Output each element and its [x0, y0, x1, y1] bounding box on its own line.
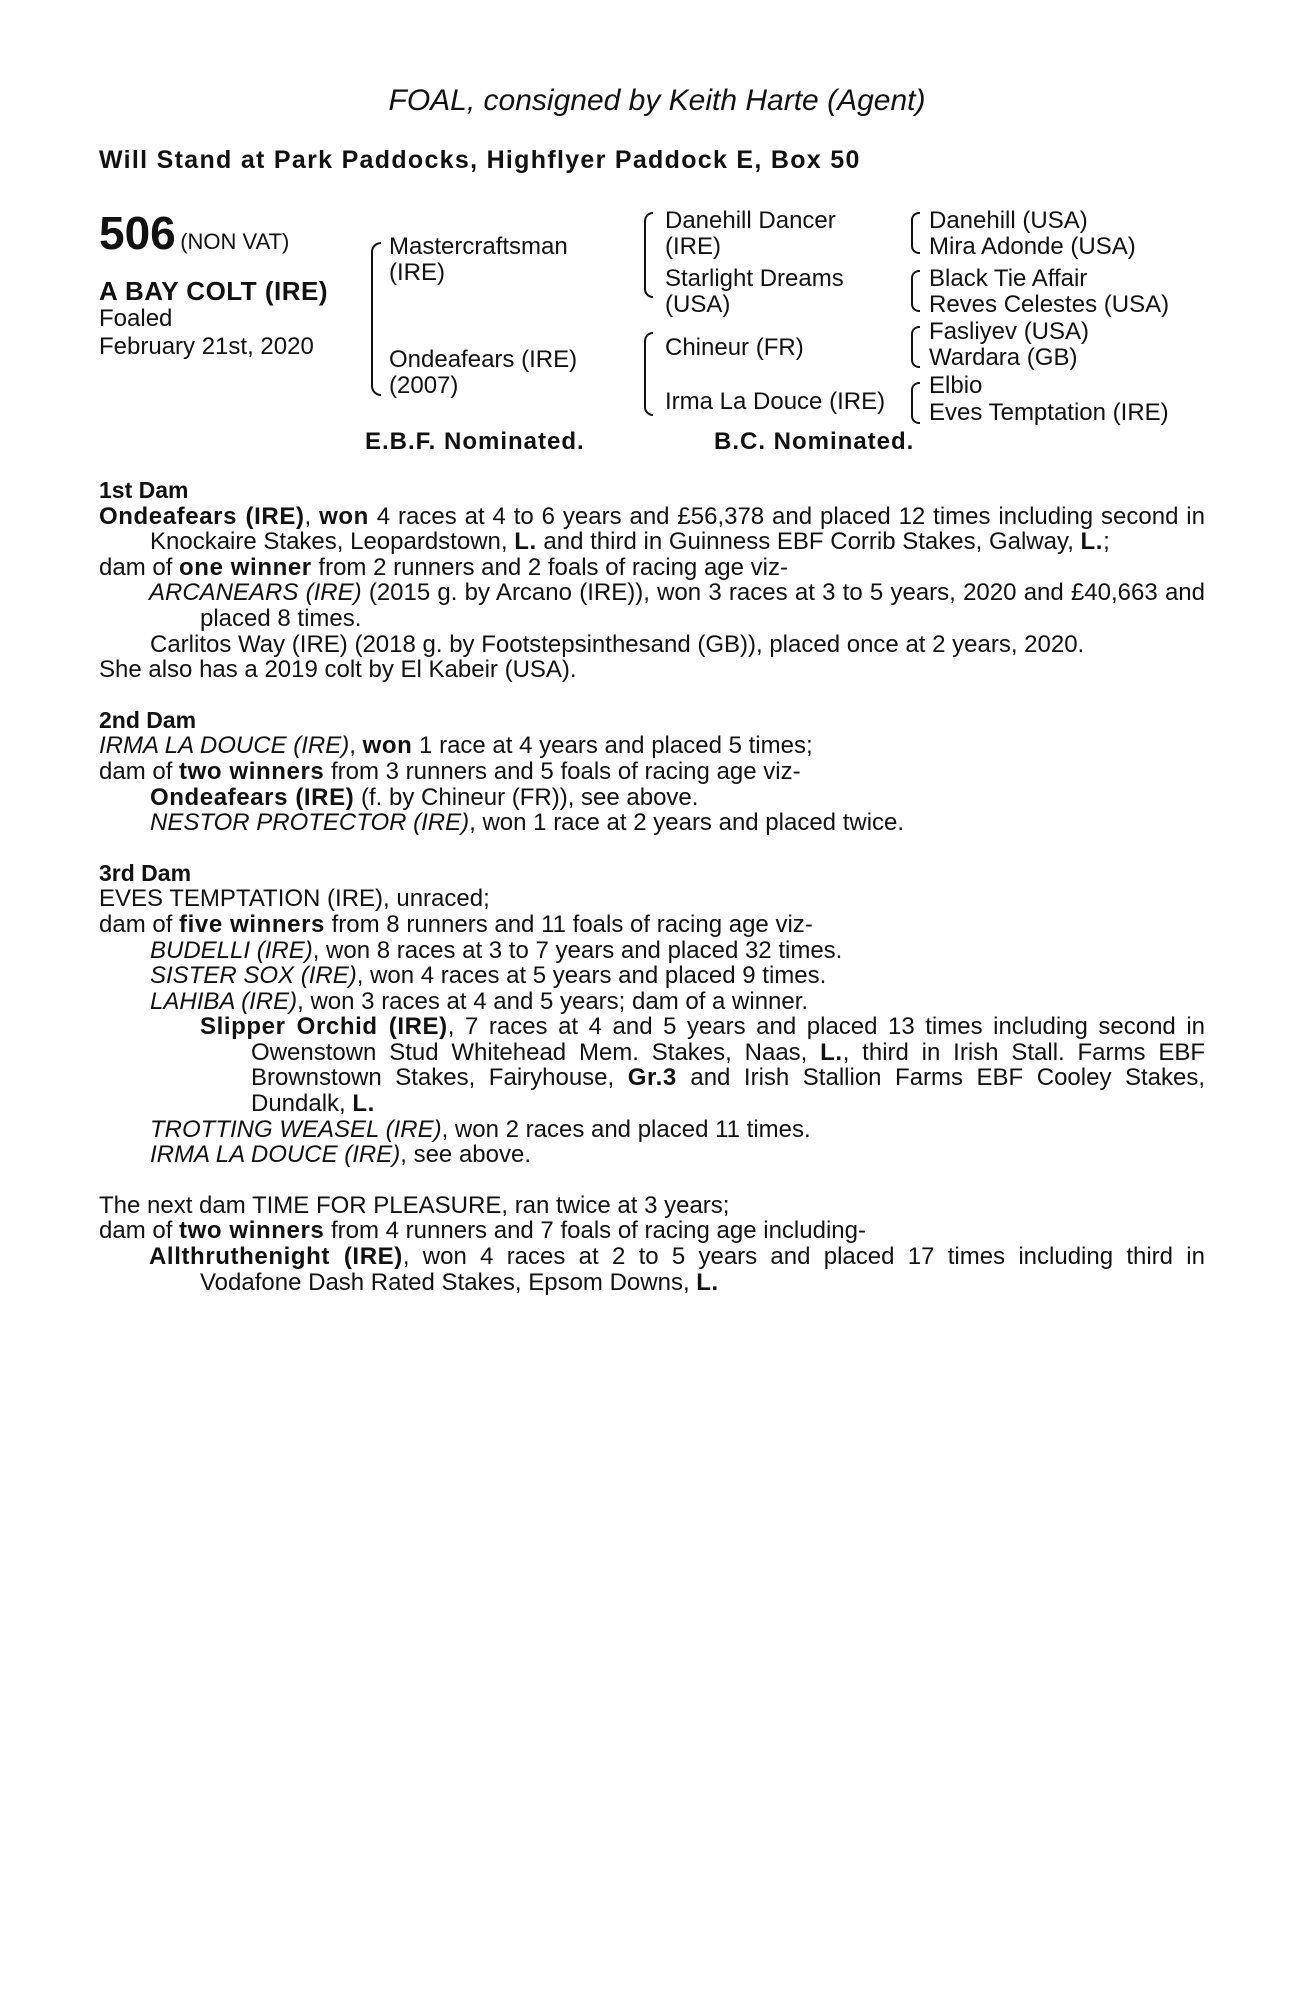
- produce-entry: TROTTING WEASEL (IRE), won 2 races and placed 11 times.: [150, 1115, 811, 1143]
- group-marker: Gr.3: [627, 1064, 677, 1092]
- first-dam-record: Ondeafears (IRE), won 4 races at 4 to 6 years and £56,378 and placed 12 times including second in Knockaire Stakes, Leopardstown, L. and third in Guinness EBF Corrib Stakes, Galway, L.;: [99, 502, 1205, 556]
- stand-location: Will Stand at Park Paddocks, Highflyer Paddock E, Box 50: [99, 146, 861, 174]
- sire: [389, 234, 568, 286]
- produce-name: Ondeafears (IRE): [150, 783, 355, 811]
- produce-entry: Carlitos Way (IRE) (2018 g. by Footstepsinthesand (GB)), placed once at 2 years, 2020.: [150, 630, 1085, 658]
- produce-entry: NESTOR PROTECTOR (IRE), won 1 race at 2 years and placed twice.: [150, 809, 905, 837]
- first-dam-name: Ondeafears (IRE): [99, 502, 305, 530]
- produce-entry: SISTER SOX (IRE), won 4 races at 5 years and placed 9 times.: [150, 962, 827, 990]
- lot-number: 506: [99, 207, 176, 259]
- next-dam-record: The next dam TIME FOR PLEASURE, ran twice at 3 years;: [99, 1191, 730, 1219]
- produce-entry: LAHIBA (IRE), won 3 races at 4 and 5 years; dam of a winner.: [150, 987, 809, 1015]
- g3-ancestor: Wardara (GB): [929, 344, 1078, 371]
- next-dam-produce-summary: dam of two winners from 4 runners and 7 foals of racing age including-: [99, 1217, 866, 1245]
- g3-ancestor: Danehill (USA): [929, 207, 1088, 234]
- listed-marker: L.: [352, 1090, 375, 1118]
- catalogue-body: [99, 478, 1205, 1295]
- listed-marker: L.: [696, 1268, 719, 1296]
- listed-marker: L.: [1080, 528, 1104, 556]
- produce-name: NESTOR PROTECTOR (IRE): [150, 809, 470, 837]
- third-dam-produce-summary: dam of five winners from 8 runners and 11 foals of racing age viz-: [99, 910, 813, 938]
- listed-marker: L.: [514, 528, 537, 556]
- g3-ancestor: Fasliyev (USA): [929, 318, 1090, 345]
- produce-name: Allthruthenight (IRE): [149, 1243, 403, 1271]
- lot-number-line: [99, 206, 289, 260]
- second-dam-heading: 2nd Dam: [99, 706, 197, 733]
- consignor-heading: FOAL, consigned by Keith Harte (Agent): [388, 84, 926, 117]
- g3-brace-1: [911, 212, 920, 254]
- bc-nomination: B.C. Nominated.: [714, 428, 915, 455]
- second-dam-record: IRMA LA DOUCE (IRE), won 1 race at 4 years and placed 5 times;: [99, 732, 813, 760]
- first-dam-note: She also has a 2019 colt by El Kabeir (USA).: [99, 656, 577, 684]
- first-dam-produce-summary: dam of one winner from 2 runners and 2 foals of racing age viz-: [99, 553, 788, 581]
- produce-entry: Ondeafears (IRE) (f. by Chineur (FR)), see above.: [150, 783, 699, 811]
- sire-name: Mastercraftsman: [389, 233, 568, 260]
- foaled-date: February 21st, 2020: [99, 333, 314, 360]
- dam-dam: Irma La Douce (IRE): [665, 388, 886, 415]
- dam-line-brace: [644, 332, 653, 416]
- dam-name: Ondeafears (IRE): [389, 346, 578, 373]
- g3-ancestor: Reves Celestes (USA): [929, 291, 1170, 318]
- produce-name: TROTTING WEASEL (IRE): [150, 1115, 442, 1143]
- third-dam-heading: 3rd Dam: [99, 859, 192, 886]
- g3-ancestor: Mira Adonde (USA): [929, 233, 1136, 260]
- dam: [389, 347, 577, 399]
- third-dam-record: EVES TEMPTATION (IRE), unraced;: [99, 885, 490, 913]
- g3-brace-2: [911, 270, 920, 312]
- sire-dam-country: (USA): [665, 291, 731, 318]
- lot-description: A BAY COLT (IRE): [99, 276, 329, 306]
- ebf-nomination: E.B.F. Nominated.: [365, 428, 585, 455]
- produce-name: BUDELLI (IRE): [150, 936, 313, 964]
- g3-ancestor: Black Tie Affair: [929, 265, 1088, 292]
- g3-ancestor: Eves Temptation (IRE): [929, 399, 1169, 426]
- produce-entry: BUDELLI (IRE), won 8 races at 3 to 7 years and placed 32 times.: [150, 936, 843, 964]
- second-dam-produce-summary: dam of two winners from 3 runners and 5 foals of racing age viz-: [99, 757, 801, 785]
- produce-entry: Allthruthenight (IRE), won 4 races at 2 to 5 years and placed 17 times including third in Vodafone Dash Rated Stakes, Epsom Downs, L.: [149, 1243, 1205, 1296]
- won-word: won: [319, 502, 369, 530]
- vat-status: (NON VAT): [180, 229, 290, 254]
- sire-country: (IRE): [389, 259, 445, 286]
- produce-name: LAHIBA (IRE): [150, 987, 298, 1015]
- produce-entry: ARCANEARS (IRE) (2015 g. by Arcano (IRE)), won 3 races at 3 to 5 years, 2020 and £40,663 and placed 8 times.: [149, 579, 1205, 632]
- produce-entry: IRMA LA DOUCE (IRE), see above.: [150, 1141, 532, 1169]
- sire-dam-brace: [371, 242, 381, 396]
- sire-dam: [665, 266, 844, 318]
- produce-name: SISTER SOX (IRE): [150, 962, 357, 990]
- produce-name: IRMA LA DOUCE (IRE): [150, 1141, 401, 1169]
- produce-name: Slipper Orchid (IRE): [200, 1013, 448, 1041]
- dam-sire: Chineur (FR): [665, 334, 804, 361]
- g3-brace-4: [911, 382, 920, 424]
- sire-sire-country: (IRE): [665, 233, 721, 260]
- sire-line-brace: [644, 212, 653, 298]
- second-dam-name: IRMA LA DOUCE (IRE): [99, 732, 350, 760]
- first-dam-heading: 1st Dam: [99, 477, 189, 503]
- foaled-label: Foaled: [99, 305, 173, 332]
- sire-dam-name: Starlight Dreams: [665, 265, 844, 292]
- dam-year: (2007): [389, 372, 459, 399]
- grand-produce-entry: Slipper Orchid (IRE), 7 races at 4 and 5 years and placed 13 times including second in Owenstown Stud Whitehead Mem. Stakes, Naas, L., third in Irish Stall. Farms EBF Brownstown Stakes, Fairyhouse, Gr.3 and Irish Stallion Farms EBF Cooley Stakes, Dundalk, L.: [200, 1013, 1206, 1118]
- g3-brace-3: [911, 326, 920, 368]
- listed-marker: L.: [820, 1038, 843, 1066]
- sire-sire: [665, 208, 836, 260]
- sire-sire-name: Danehill Dancer: [665, 207, 836, 234]
- produce-name: ARCANEARS (IRE): [149, 579, 362, 607]
- g3-ancestor: Elbio: [929, 372, 983, 399]
